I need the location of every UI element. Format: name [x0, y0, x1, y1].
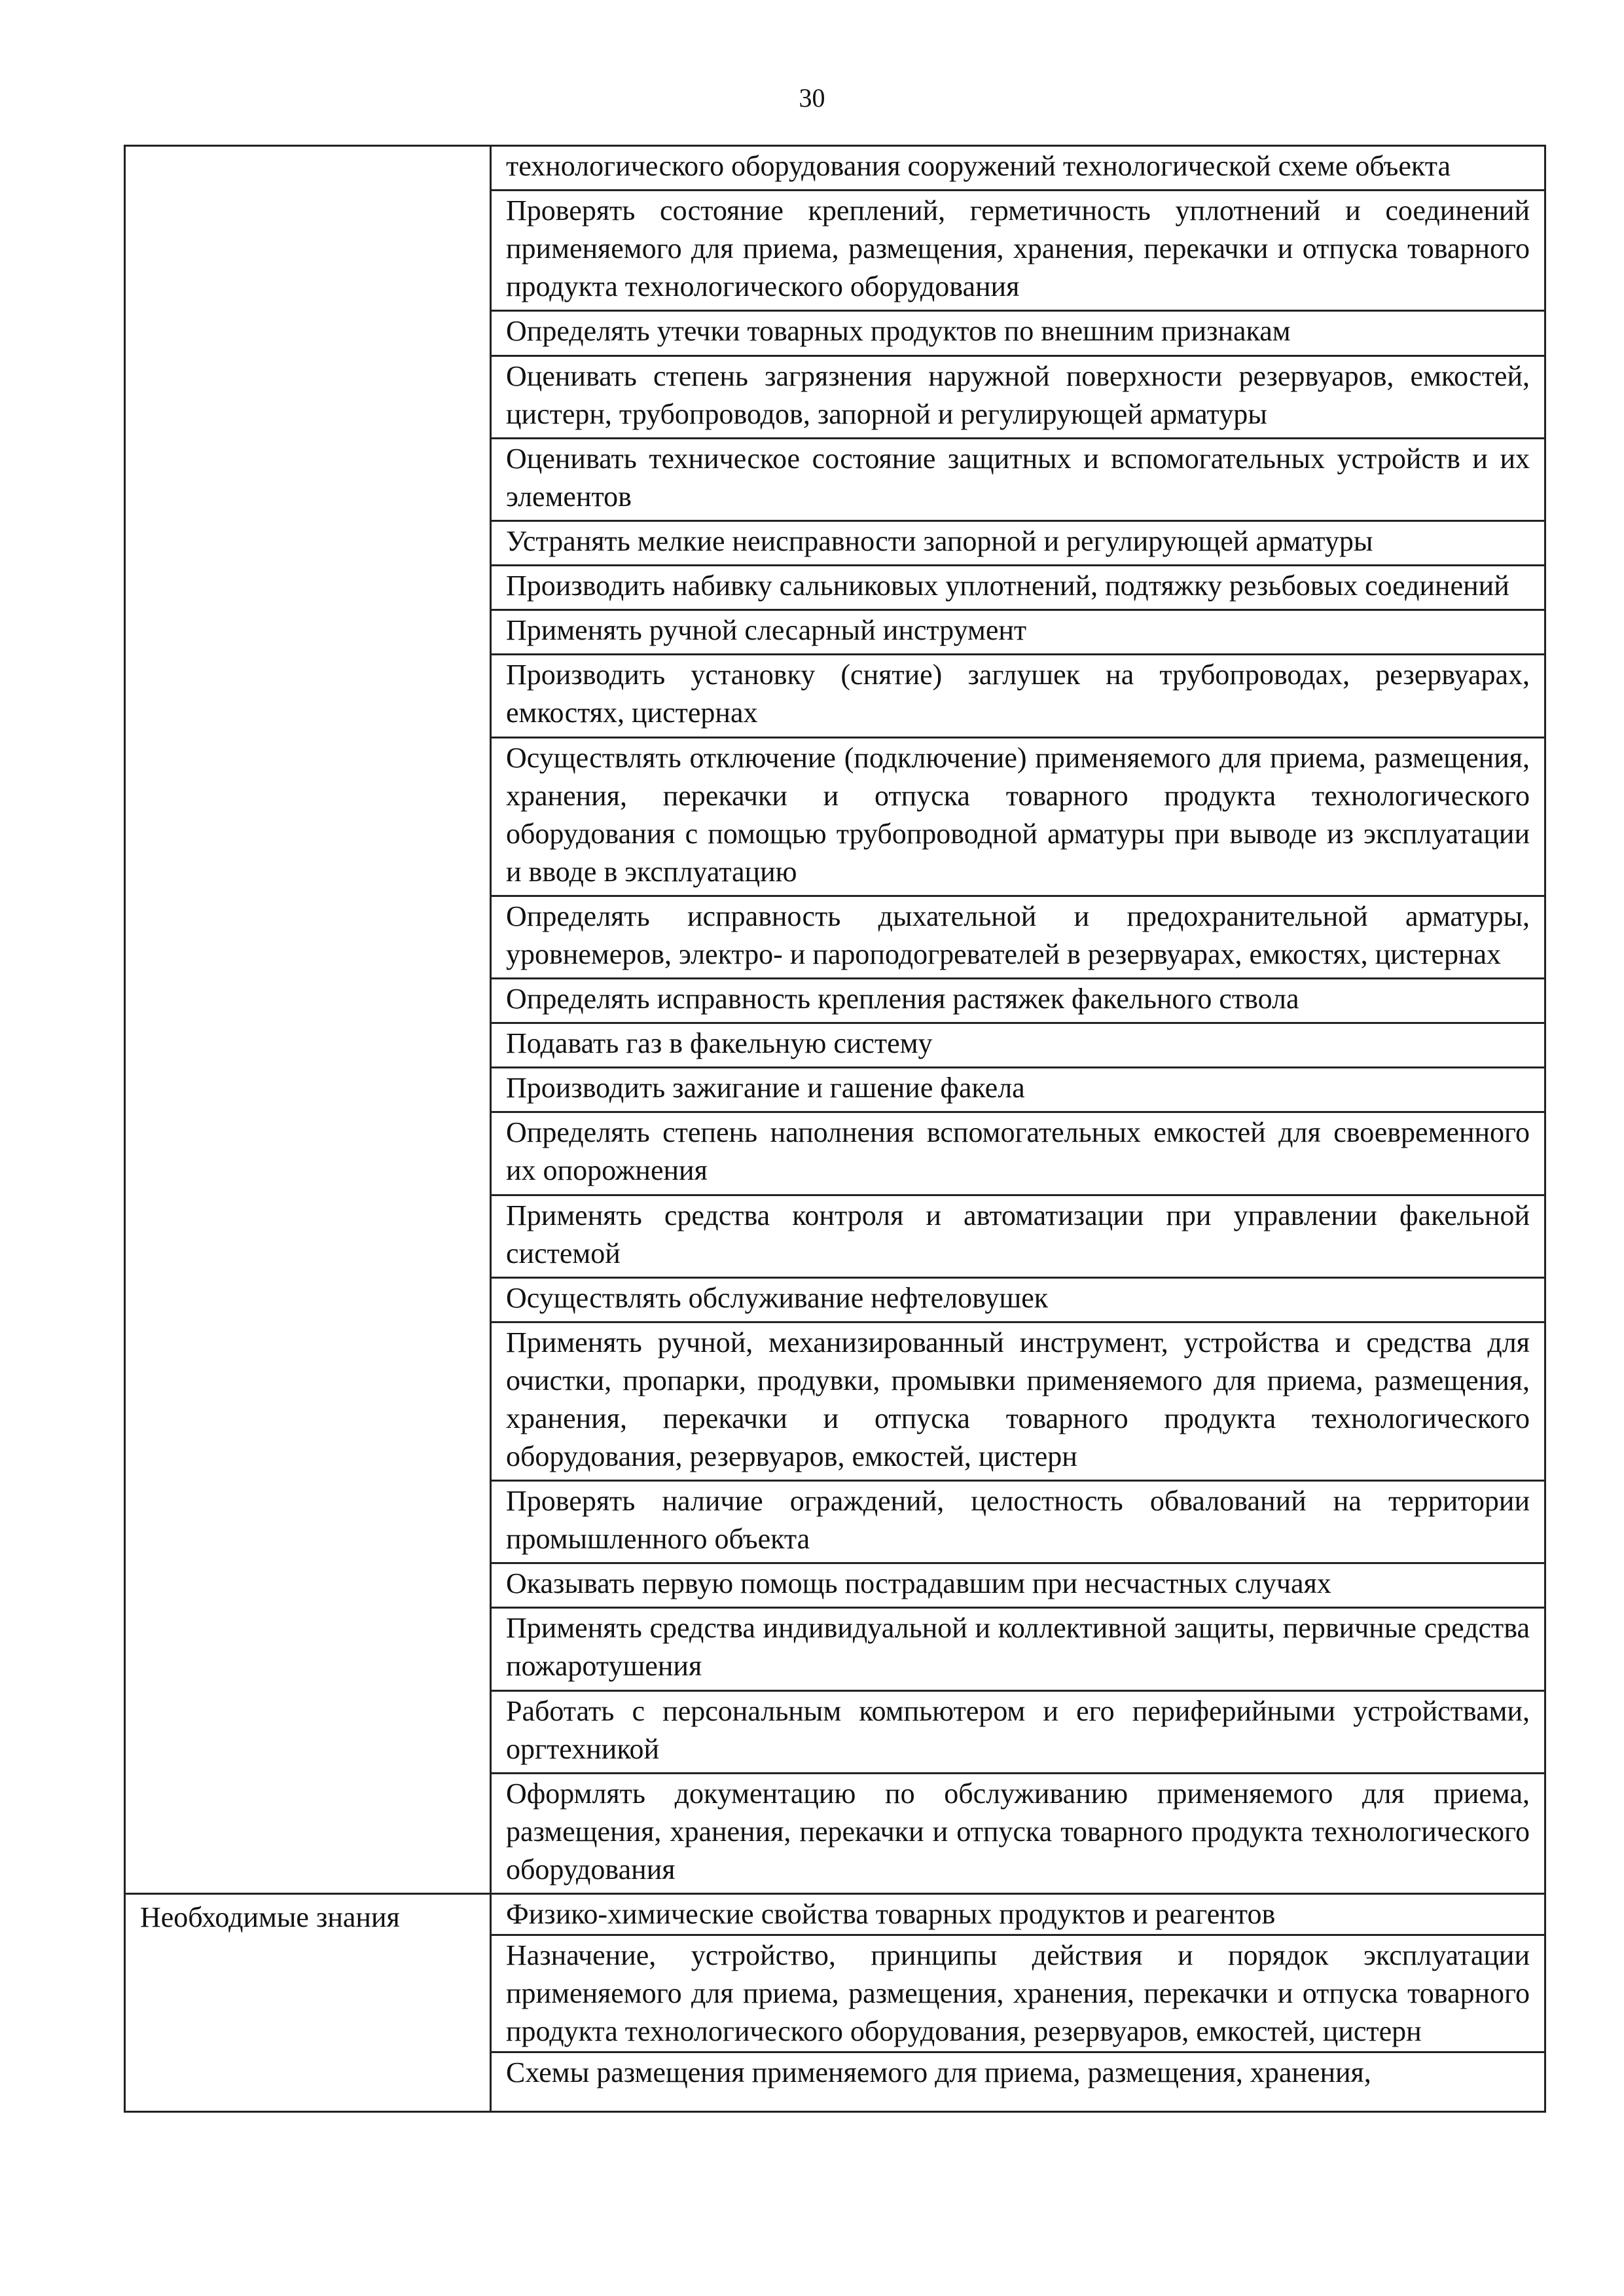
- skill-row: Определять утечки товарных продуктов по внешним признакам: [492, 310, 1544, 354]
- skill-row: технологического оборудования сооружений технологической схеме объекта: [506, 150, 1451, 182]
- skill-row: Оказывать первую помощь пострадавшим при несчастных случаях: [492, 1562, 1544, 1607]
- skill-row: Применять ручной, механизированный инструмент, устройства и средства для очистки, пропарки, продувки, промывки применяемого для приема, размещения, хранения, перекачки и отпуска товарного продукта технологического оборудования, резервуаров, емкостей, цистерн: [492, 1321, 1544, 1480]
- skill-row: Оформлять документацию по обслуживанию применяемого для приема, размещения, хранения, перекачки и отпуска товарного продукта технологического оборудования: [492, 1772, 1544, 1893]
- skill-row: Подавать газ в факельную систему: [492, 1022, 1544, 1066]
- requirements-table: [124, 145, 1546, 2113]
- skill-row: Применять ручной слесарный инструмент: [492, 609, 1544, 653]
- skills-list-cell: [491, 146, 1545, 1894]
- skill-row: Производить набивку сальниковых уплотнений, подтяжку резьбовых соединений: [492, 564, 1544, 609]
- skill-row: Производить установку (снятие) заглушек на трубопроводах, резервуарах, емкостях, цистернах: [492, 653, 1544, 736]
- knowledge-row: Физико-химические свойства товарных продуктов и реагентов: [506, 1898, 1276, 1930]
- knowledge-list: [492, 1895, 1544, 2111]
- skill-row: Осуществлять отключение (подключение) применяемого для приема, размещения, хранения, перекачки и отпуска товарного продукта технологического оборудования с помощью трубопроводной арматуры при выводе из эксплуатации и вводе в эксплуатацию: [492, 737, 1544, 895]
- skill-row: Проверять состояние креплений, герметичность уплотнений и соединений применяемого для приема, размещения, хранения, перекачки и отпуска товарного продукта технологического оборудования: [492, 189, 1544, 310]
- skill-row: Определять исправность крепления растяжек факельного ствола: [492, 977, 1544, 1022]
- skill-row: Проверять наличие ограждений, целостность обвалований на территории промышленного объекта: [492, 1480, 1544, 1562]
- skill-row: Определять исправность дыхательной и предохранительной арматуры, уровнемеров, электро- и пароподогревателей в резервуарах, емкостях, цистернах: [492, 895, 1544, 977]
- page-number: 30: [799, 83, 825, 113]
- skill-row: Применять средства индивидуальной и коллективной защиты, первичные средства пожаротушения: [492, 1607, 1544, 1689]
- skill-row: Оценивать техническое состояние защитных и вспомогательных устройств и их элементов: [492, 437, 1544, 520]
- skill-row: Определять степень наполнения вспомогательных емкостей для своевременного их опорожнения: [492, 1111, 1544, 1194]
- knowledge-section: [125, 1894, 1545, 2112]
- knowledge-label-cell: [125, 1894, 491, 2112]
- skill-row: Осуществлять обслуживание нефтеловушек: [492, 1277, 1544, 1321]
- skills-section: [125, 146, 1545, 1894]
- skill-row: Производить зажигание и гашение факела: [492, 1066, 1544, 1111]
- skill-row: Работать с персональным компьютером и его периферийными устройствами, оргтехникой: [492, 1690, 1544, 1772]
- skill-row: Оценивать степень загрязнения наружной поверхности резервуаров, емкостей, цистерн, трубопроводов, запорной и регулирующей арматуры: [492, 355, 1544, 437]
- skill-row: Применять средства контроля и автоматизации при управлении факельной системой: [492, 1194, 1544, 1277]
- skills-list: [492, 147, 1544, 1893]
- knowledge-list-cell: [491, 1894, 1545, 2112]
- knowledge-row: Назначение, устройство, принципы действия и порядок эксплуатации применяемого для приема, размещения, хранения, перекачки и отпуска товарного продукта технологического оборудования, резервуаров, емкостей, цистерн: [492, 1934, 1544, 2051]
- knowledge-label: Необходимые знания: [140, 1901, 400, 1933]
- skills-label-cell: [125, 146, 491, 1894]
- skill-row: Устранять мелкие неисправности запорной и регулирующей арматуры: [492, 520, 1544, 564]
- knowledge-row: Схемы размещения применяемого для приема, размещения, хранения,: [492, 2051, 1544, 2111]
